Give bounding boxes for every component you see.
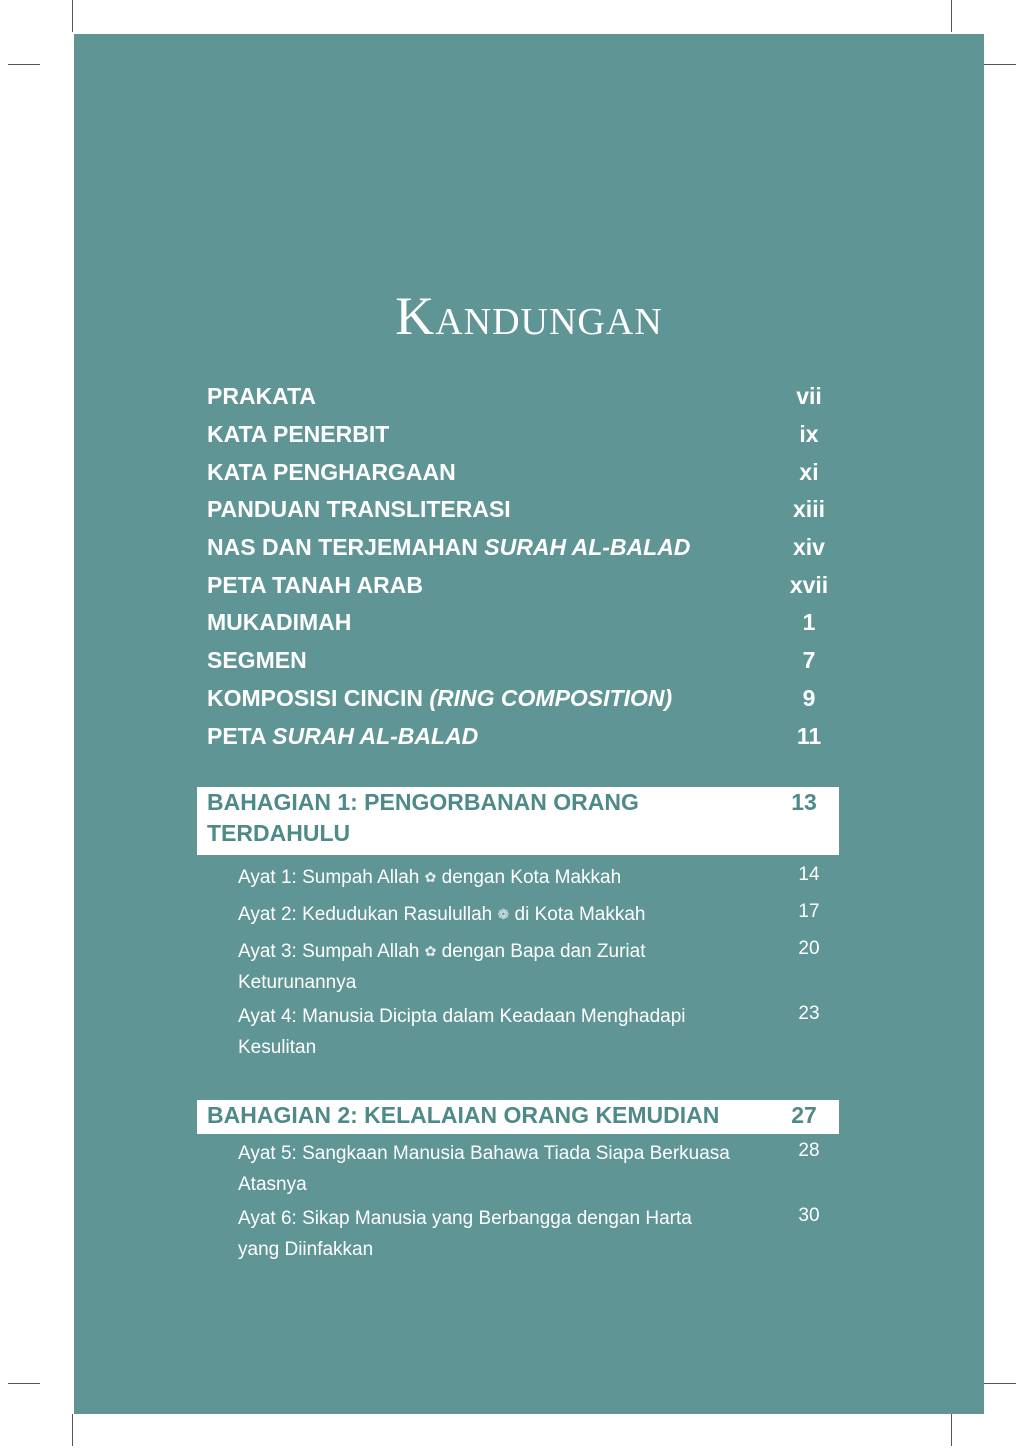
toc-entry-label: KATA PENERBIT [207, 421, 390, 448]
toc-entry[interactable] [207, 680, 839, 718]
toc-entry-page: 9 [802, 684, 816, 711]
part-heading-label: BAHAGIAN 1: PENGORBANAN ORANG TERDAHULU [207, 789, 639, 846]
toc-subentry[interactable] [238, 1203, 839, 1265]
toc-entry-page: xiv [793, 534, 825, 561]
crop-mark [951, 0, 952, 32]
toc-entry-label: KATA PENGHARGAAN [207, 458, 456, 485]
part-heading-page: 13 [791, 789, 817, 815]
toc-entry[interactable] [207, 642, 839, 680]
toc-entry-label: KOMPOSISI CINCIN (RING COMPOSITION) [207, 684, 673, 711]
toc-subentry-page: 30 [798, 1205, 820, 1226]
part-heading-page: 27 [791, 1102, 817, 1128]
saw-glyph-icon: ❁ [497, 906, 510, 922]
toc-subentry[interactable] [238, 899, 839, 930]
toc-subentry-label: Ayat 1: Sumpah Allah ✿ dengan Kota Makkah [238, 862, 768, 893]
toc-entry-page: ix [799, 421, 819, 448]
toc-subentry-label: Ayat 4: Manusia Dicipta dalam Keadaan Menghadapi Kesulitan [238, 1006, 686, 1058]
swt-glyph-icon: ✿ [424, 869, 437, 885]
toc-entry[interactable] [207, 566, 839, 604]
toc-subentry[interactable] [238, 862, 839, 893]
toc-subentry[interactable] [238, 1138, 839, 1200]
toc-entry-page: xi [799, 458, 819, 485]
page-title: Kandungan [395, 286, 663, 346]
toc-entry[interactable] [207, 416, 839, 454]
toc-entry[interactable] [207, 453, 839, 491]
toc-subentry-label: Ayat 6: Sikap Manusia yang Berbangga dengan Harta yang Diinfakkan [238, 1208, 692, 1260]
toc-subentry-label: Ayat 2: Kedudukan Rasulullah ❁ di Kota Makkah [238, 899, 768, 930]
crop-mark [951, 1414, 952, 1446]
toc-subentry-page: 20 [798, 938, 820, 959]
toc-entry[interactable] [207, 529, 839, 567]
part-heading-label: BAHAGIAN 2: KELALAIAN ORANG KEMUDIAN [207, 1102, 720, 1128]
toc-subentry-page: 28 [798, 1140, 820, 1161]
toc-entry-label: PRAKATA [207, 383, 317, 410]
toc-entry-page: 11 [796, 722, 822, 749]
crop-mark [8, 64, 40, 65]
toc-entry-label: SEGMEN [207, 647, 307, 674]
toc-entry[interactable] [207, 604, 839, 642]
toc-entry-label: NAS DAN TERJEMAHAN SURAH AL-BALAD [207, 534, 691, 561]
toc-entry-label: MUKADIMAH [207, 609, 352, 636]
toc-entry-page: vii [796, 383, 822, 410]
toc-entry-page: 1 [802, 609, 816, 636]
crop-mark [72, 1414, 73, 1446]
part-heading[interactable] [197, 787, 839, 855]
toc-entry[interactable] [207, 491, 839, 529]
toc-entry[interactable] [207, 378, 839, 416]
toc-entry-page: xvii [789, 571, 829, 598]
swt-glyph-icon: ✿ [424, 943, 437, 959]
crop-mark [984, 64, 1016, 65]
toc-subentry-page: 17 [798, 901, 820, 922]
part-heading[interactable] [197, 1100, 839, 1134]
toc-entry-label: PANDUAN TRANSLITERASI [207, 496, 511, 523]
front-matter-list [207, 378, 839, 755]
toc-entry-label: PETA TANAH ARAB [207, 571, 423, 598]
toc-subentry-page: 14 [798, 864, 820, 885]
toc-subentry[interactable] [238, 936, 839, 998]
toc-entry-label: PETA SURAH AL-BALAD [207, 722, 479, 749]
toc-subentry[interactable] [238, 1001, 839, 1063]
toc-entry-page: xiii [793, 496, 825, 523]
crop-mark [984, 1383, 1016, 1384]
toc-entry-page: 7 [802, 647, 816, 674]
crop-mark [8, 1383, 40, 1384]
toc-entry[interactable] [207, 717, 839, 755]
contents-page [74, 34, 984, 1414]
crop-mark [72, 0, 73, 32]
toc-subentry-page: 23 [798, 1003, 820, 1024]
toc-subentry-label: Ayat 5: Sangkaan Manusia Bahawa Tiada Siapa Berkuasa Atasnya [238, 1143, 730, 1195]
toc-subentry-label: Ayat 3: Sumpah Allah ✿ dengan Bapa dan Zuriat Keturunannya [238, 936, 768, 998]
